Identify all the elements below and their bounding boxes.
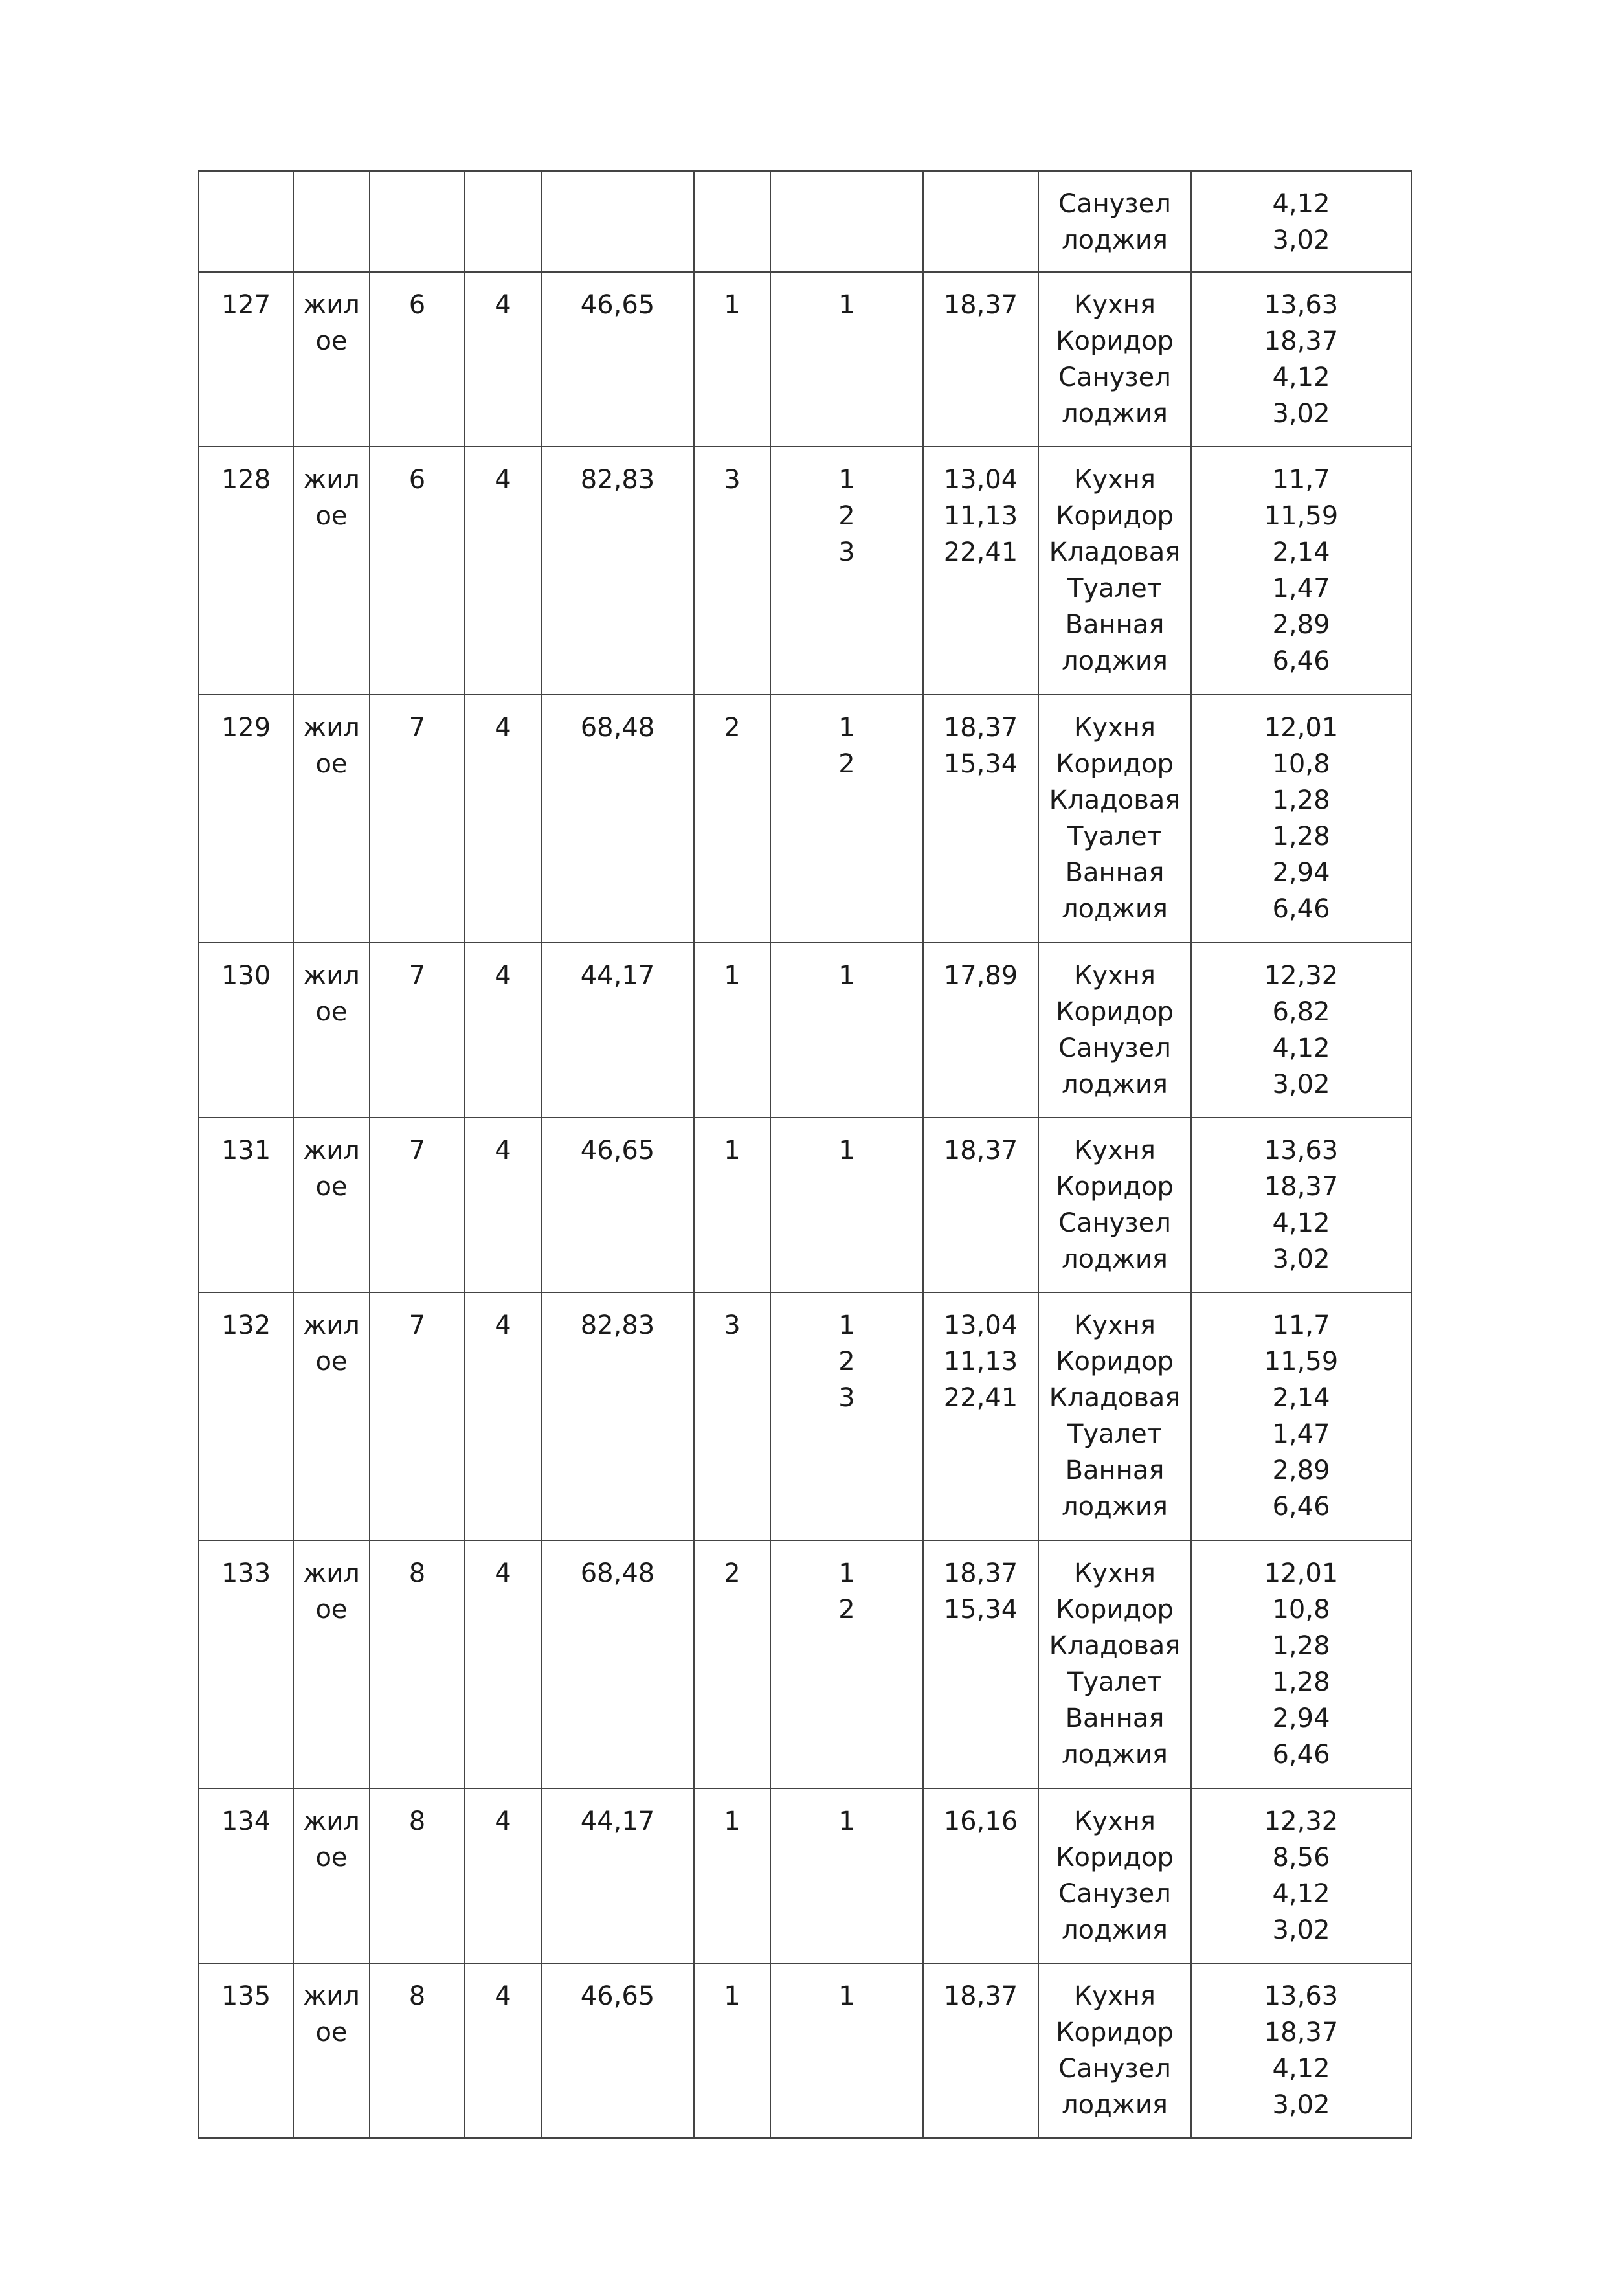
table-row [199,1540,1411,1788]
cell-num: 128 [199,447,293,695]
cell-num [199,171,293,272]
cell-aux-areas [1191,447,1411,695]
cell-num: 127 [199,272,293,447]
room-area: 18,37 [943,290,1018,320]
aux-area: 3,02 [1272,2090,1330,2120]
room-number: 2 [838,749,855,779]
table-row-continued [199,171,1411,272]
aux-name: Кладовая [1049,785,1181,815]
cell-aux-names [1038,1540,1191,1788]
cell-total-area: 46,65 [541,1963,694,2138]
cell-total-area: 82,83 [541,447,694,695]
aux-area: 13,63 [1264,1136,1339,1165]
room-area: 16,16 [943,1806,1018,1836]
room-number: 1 [838,465,855,495]
cell-type: жилое [293,695,370,943]
table-row [199,1788,1411,1963]
aux-area: 11,7 [1272,1311,1330,1340]
cell-aux-names [1038,171,1191,272]
cell-floor: 6 [370,272,465,447]
aux-name: Коридор [1056,749,1174,779]
cell-rooms-count: 2 [694,695,770,943]
room-area: 11,13 [943,501,1018,531]
aux-area: 11,59 [1264,1347,1339,1377]
cell-room-numbers [770,1788,923,1963]
aux-name: Кухня [1074,1981,1156,2011]
cell-rooms-count: 2 [694,1540,770,1788]
cell-type [293,171,370,272]
cell-aux-areas [1191,943,1411,1118]
aux-area: 2,94 [1272,1704,1330,1733]
aux-area: 6,46 [1272,1492,1330,1522]
cell-type: жилое [293,1788,370,1963]
aux-name: Кухня [1074,1311,1156,1340]
cell-type: жилое [293,1118,370,1292]
cell-section: 4 [465,943,541,1118]
aux-area: 3,02 [1272,399,1330,429]
cell-aux-areas [1191,1788,1411,1963]
aux-name: лоджия [1062,1070,1168,1099]
cell-aux-areas [1191,272,1411,447]
aux-name: Коридор [1056,1843,1174,1873]
cell-room-numbers [770,943,923,1118]
room-number: 1 [838,1806,855,1836]
cell-section: 4 [465,1540,541,1788]
aux-area: 1,47 [1272,574,1330,603]
cell-num: 130 [199,943,293,1118]
cell-total-area [541,171,694,272]
aux-name: лоджия [1062,894,1168,924]
cell-floor: 8 [370,1963,465,2138]
cell-num: 131 [199,1118,293,1292]
room-area: 13,04 [943,465,1018,495]
cell-aux-areas [1191,171,1411,272]
cell-room-areas [923,1788,1038,1963]
table-row [199,447,1411,695]
aux-name: лоджия [1062,2090,1168,2120]
aux-name: Ванная [1065,1456,1165,1485]
table-row [199,1963,1411,2138]
aux-area: 11,59 [1264,501,1339,531]
cell-section: 4 [465,1788,541,1963]
cell-total-area: 44,17 [541,943,694,1118]
table-row [199,1292,1411,1540]
cell-floor: 6 [370,447,465,695]
room-number: 1 [838,961,855,991]
cell-aux-areas [1191,1963,1411,2138]
room-number: 3 [838,1383,855,1413]
aux-name: Кухня [1074,713,1156,743]
aux-area: 4,12 [1272,1033,1330,1063]
aux-name: Санузел [1058,363,1171,392]
aux-name: Санузел [1058,1879,1171,1909]
aux-name: лоджия [1062,399,1168,429]
aux-name: лоджия [1062,646,1168,676]
aux-name: лоджия [1062,1244,1168,1274]
aux-area: 18,37 [1264,2018,1339,2047]
cell-aux-names [1038,1292,1191,1540]
room-area: 18,37 [943,713,1018,743]
aux-name: Коридор [1056,1172,1174,1202]
aux-name: Ванная [1065,858,1165,888]
aux-area: 6,46 [1272,1740,1330,1770]
aux-area: 10,8 [1272,749,1330,779]
table-row [199,1118,1411,1292]
aux-area: 12,32 [1264,1806,1339,1836]
cell-aux-areas [1191,1118,1411,1292]
cell-type: жилое [293,272,370,447]
room-number: 2 [838,1595,855,1625]
room-number: 1 [838,713,855,743]
cell-rooms-count [694,171,770,272]
cell-room-areas [923,1292,1038,1540]
cell-rooms-count: 1 [694,943,770,1118]
cell-aux-names [1038,447,1191,695]
aux-name: Санузел [1058,1033,1171,1063]
cell-floor: 7 [370,695,465,943]
cell-type: жилое [293,447,370,695]
aux-area: 1,28 [1272,822,1330,851]
aux-name: Коридор [1056,997,1174,1027]
aux-area: 1,28 [1272,1631,1330,1661]
aux-area: 6,46 [1272,646,1330,676]
aux-name: Кухня [1074,465,1156,495]
aux-area: 8,56 [1272,1843,1330,1873]
aux-name: Кладовая [1049,1631,1181,1661]
table-row [199,272,1411,447]
cell-rooms-count: 1 [694,1118,770,1292]
cell-section: 4 [465,447,541,695]
room-area: 11,13 [943,1347,1018,1377]
cell-aux-areas [1191,1540,1411,1788]
aux-area: 1,28 [1272,785,1330,815]
cell-section: 4 [465,1118,541,1292]
cell-room-areas [923,1118,1038,1292]
aux-area: 13,63 [1264,290,1339,320]
aux-area: 4,12 [1272,2054,1330,2084]
aux-name: Кухня [1074,1559,1156,1588]
cell-num: 135 [199,1963,293,2138]
room-area: 18,37 [943,1981,1018,2011]
aux-area: 1,28 [1272,1667,1330,1697]
cell-aux-names [1038,1788,1191,1963]
cell-rooms-count: 1 [694,1963,770,2138]
cell-room-areas [923,943,1038,1118]
cell-floor: 7 [370,943,465,1118]
aux-name: Туалет [1067,574,1163,603]
cell-floor [370,171,465,272]
cell-total-area: 44,17 [541,1788,694,1963]
cell-room-numbers [770,695,923,943]
aux-area: 4,12 [1272,189,1330,219]
cell-rooms-count: 1 [694,1788,770,1963]
aux-area: 3,02 [1272,1244,1330,1274]
aux-area: 3,02 [1272,225,1330,255]
aux-name: Коридор [1056,326,1174,356]
aux-name: Кухня [1074,290,1156,320]
aux-name: Коридор [1056,2018,1174,2047]
room-number: 1 [838,1559,855,1588]
aux-name: Коридор [1056,1347,1174,1377]
aux-name: Туалет [1067,1419,1163,1449]
aux-name: Туалет [1067,822,1163,851]
cell-room-numbers [770,1540,923,1788]
cell-num: 133 [199,1540,293,1788]
aux-area: 2,14 [1272,537,1330,567]
cell-aux-names [1038,1963,1191,2138]
cell-floor: 8 [370,1540,465,1788]
room-area: 15,34 [943,749,1018,779]
cell-aux-areas [1191,1292,1411,1540]
cell-room-numbers [770,1118,923,1292]
room-area: 18,37 [943,1559,1018,1588]
aux-name: Коридор [1056,1595,1174,1625]
cell-room-areas [923,447,1038,695]
aux-name: Кладовая [1049,537,1181,567]
cell-type: жилое [293,1292,370,1540]
room-number: 2 [838,1347,855,1377]
cell-total-area: 46,65 [541,272,694,447]
cell-section: 4 [465,695,541,943]
cell-room-numbers [770,1292,923,1540]
cell-room-numbers [770,272,923,447]
cell-aux-names [1038,272,1191,447]
aux-name: Санузел [1058,189,1171,219]
cell-aux-areas [1191,695,1411,943]
room-area: 22,41 [943,1383,1018,1413]
cell-total-area: 68,48 [541,1540,694,1788]
aux-name: лоджия [1062,1740,1168,1770]
aux-area: 13,63 [1264,1981,1339,2011]
aux-name: Кухня [1074,1136,1156,1165]
cell-room-numbers [770,171,923,272]
aux-area: 10,8 [1272,1595,1330,1625]
cell-num: 134 [199,1788,293,1963]
room-number: 1 [838,1136,855,1165]
aux-area: 2,89 [1272,610,1330,640]
aux-name: Ванная [1065,1704,1165,1733]
aux-area: 3,02 [1272,1915,1330,1945]
room-number: 2 [838,501,855,531]
aux-name: Санузел [1058,1208,1171,1238]
aux-area: 2,94 [1272,858,1330,888]
room-number: 3 [838,537,855,567]
cell-num: 132 [199,1292,293,1540]
aux-name: Ванная [1065,610,1165,640]
aux-area: 4,12 [1272,363,1330,392]
cell-type: жилое [293,1540,370,1788]
aux-area: 4,12 [1272,1879,1330,1909]
table-body [199,171,1411,2138]
cell-section: 4 [465,272,541,447]
table-row [199,943,1411,1118]
cell-type: жилое [293,943,370,1118]
aux-name: Санузел [1058,2054,1171,2084]
cell-room-numbers [770,447,923,695]
room-area: 13,04 [943,1311,1018,1340]
room-area: 22,41 [943,537,1018,567]
aux-area: 18,37 [1264,1172,1339,1202]
apartment-table [198,170,1412,2139]
cell-total-area: 46,65 [541,1118,694,1292]
room-area: 15,34 [943,1595,1018,1625]
cell-rooms-count: 3 [694,1292,770,1540]
cell-section [465,171,541,272]
aux-area: 1,47 [1272,1419,1330,1449]
aux-name: Кухня [1074,1806,1156,1836]
cell-rooms-count: 3 [694,447,770,695]
aux-area: 12,01 [1264,713,1339,743]
table-row [199,695,1411,943]
aux-name: лоджия [1062,225,1168,255]
cell-floor: 8 [370,1788,465,1963]
room-number: 1 [838,290,855,320]
aux-area: 3,02 [1272,1070,1330,1099]
room-number: 1 [838,1311,855,1340]
aux-area: 11,7 [1272,465,1330,495]
cell-floor: 7 [370,1118,465,1292]
cell-room-areas [923,171,1038,272]
cell-room-areas [923,695,1038,943]
cell-num: 129 [199,695,293,943]
room-area: 17,89 [943,961,1018,991]
aux-area: 12,32 [1264,961,1339,991]
aux-name: Кладовая [1049,1383,1181,1413]
aux-area: 2,14 [1272,1383,1330,1413]
cell-room-areas [923,1540,1038,1788]
room-area: 18,37 [943,1136,1018,1165]
aux-name: Коридор [1056,501,1174,531]
cell-section: 4 [465,1292,541,1540]
cell-room-areas [923,1963,1038,2138]
aux-area: 6,46 [1272,894,1330,924]
cell-room-areas [923,272,1038,447]
cell-total-area: 68,48 [541,695,694,943]
cell-floor: 7 [370,1292,465,1540]
room-number: 1 [838,1981,855,2011]
cell-room-numbers [770,1963,923,2138]
cell-aux-names [1038,695,1191,943]
cell-section: 4 [465,1963,541,2138]
aux-area: 18,37 [1264,326,1339,356]
aux-name: лоджия [1062,1915,1168,1945]
cell-aux-names [1038,1118,1191,1292]
aux-name: Туалет [1067,1667,1163,1697]
aux-name: лоджия [1062,1492,1168,1522]
aux-area: 4,12 [1272,1208,1330,1238]
cell-rooms-count: 1 [694,272,770,447]
aux-area: 6,82 [1272,997,1330,1027]
cell-aux-names [1038,943,1191,1118]
cell-total-area: 82,83 [541,1292,694,1540]
aux-name: Кухня [1074,961,1156,991]
aux-area: 12,01 [1264,1559,1339,1588]
cell-type: жилое [293,1963,370,2138]
aux-area: 2,89 [1272,1456,1330,1485]
